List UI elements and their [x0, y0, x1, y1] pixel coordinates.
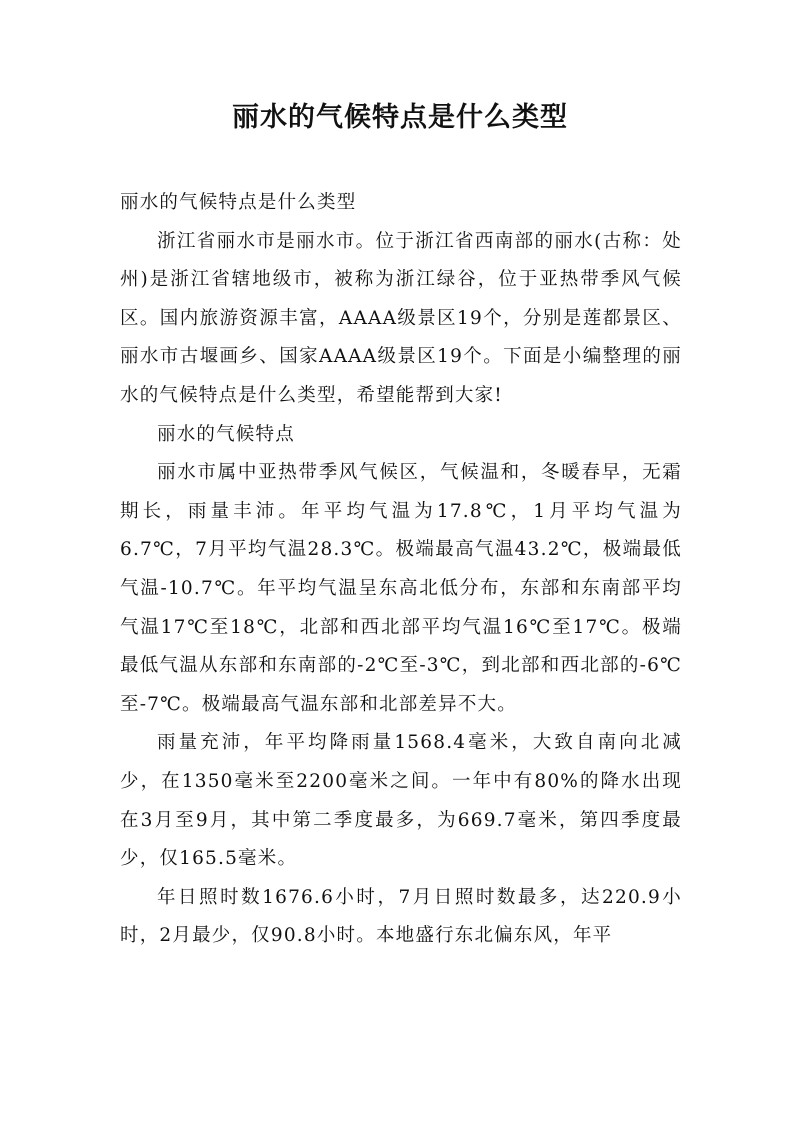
intro-paragraph: 浙江省丽水市是丽水市。位于浙江省西南部的丽水(古称：处州)是浙江省辖地级市，被称为浙江绿谷，位于亚热带季风气候区。国内旅游资源丰富，AAAA级景区19个，分别是莲都景区、丽水市古堰画乡、国家AAAA级景区19个。下面是小编整理的丽水的气候特点是什么类型，希望能帮到大家!	[120, 230, 682, 406]
climate-heading: 丽水的气候特点	[157, 423, 295, 445]
document-body	[120, 184, 682, 956]
section-heading: 丽水的气候特点是什么类型	[120, 192, 357, 213]
page-title: 丽水的气候特点是什么类型	[232, 102, 568, 133]
sunshine-paragraph: 年日照时数1676.6小时，7月日照时数最多，达220.9小时，2月最少，仅90.8小时。本地盛行东北偏东风，年平	[120, 886, 682, 947]
rainfall-paragraph: 雨量充沛，年平均降雨量1568.4毫米，大致自南向北减少，在1350毫米至2200毫米之间。一年中有80%的降水出现在3月至9月，其中第二季度最多，为669.7毫米，第四季度最少，仅165.5毫米。	[120, 732, 682, 870]
temperature-paragraph: 丽水市属中亚热带季风气候区，气候温和，冬暖春早，无霜期长，雨量丰沛。年平均气温为17.8℃，1月平均气温为6.7℃，7月平均气温28.3℃。极端最高气温43.2℃，极端最低气温-10.7℃。年平均气温呈东高北低分布，东部和东南部平均气温17℃至18℃，北部和西北部平均气温16℃至17℃。极端最低气温从东部和东南部的-2℃至-3℃，到北部和西北部的-6℃至-7℃。极端最高气温东部和北部差异不大。	[120, 462, 682, 715]
